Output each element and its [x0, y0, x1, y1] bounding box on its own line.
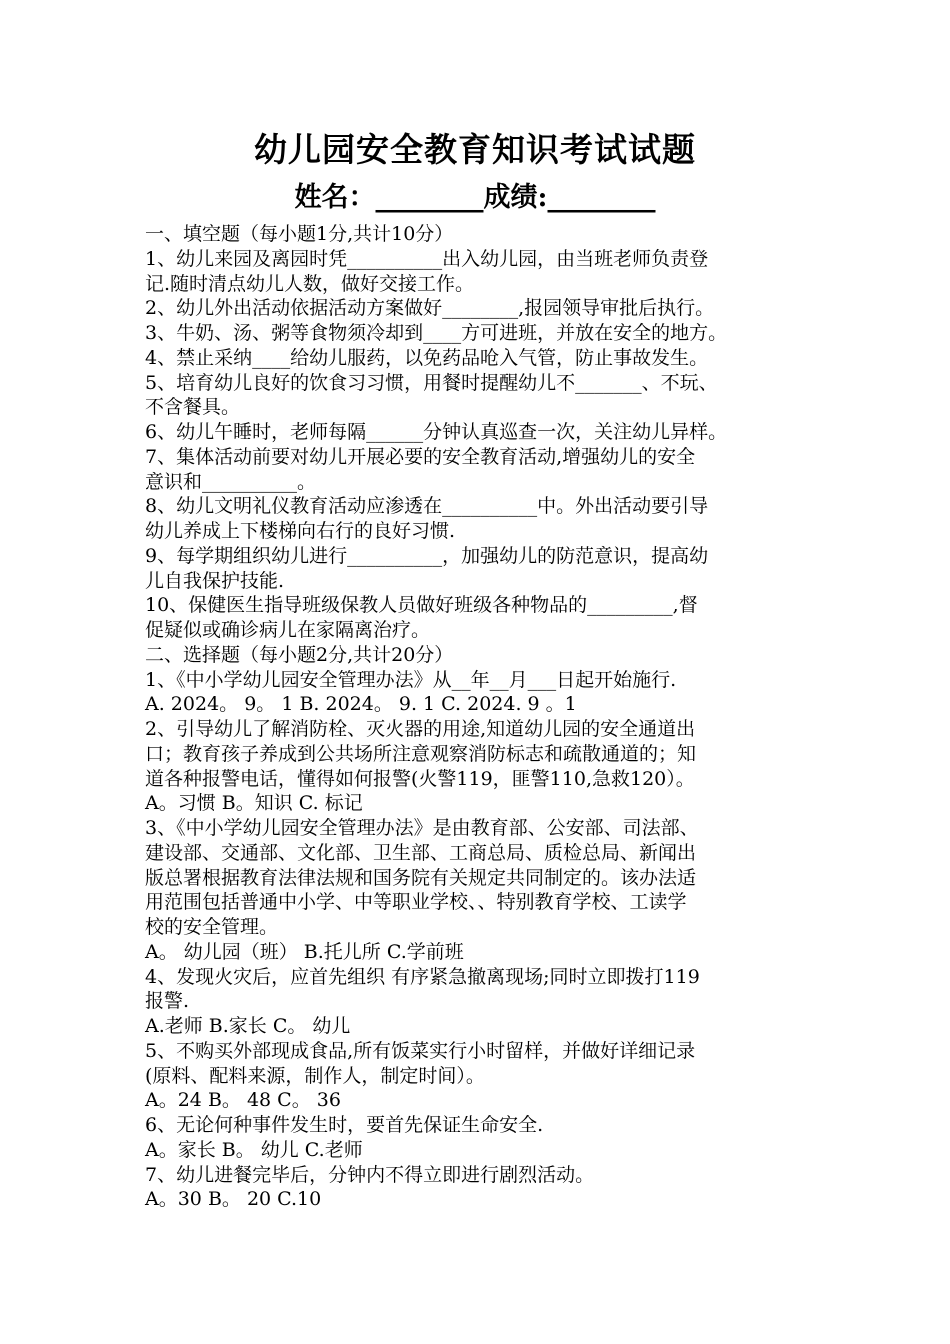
exam-body [145, 222, 835, 1212]
text-line: 3、《中小学幼儿园安全管理办法》是由教育部、公安部、司法部、 [145, 817, 699, 839]
text-line: 5、不购买外部现成食品,所有饭菜实行小时留样，并做好详细记录 [145, 1039, 696, 1062]
text-line: 建设部、交通部、文化部、卫生部、工商总局、质检总局、新闻出 [145, 841, 697, 864]
text-line: 记.随时清点幼儿人数，做好交接工作。 [145, 272, 475, 295]
text-line: 意识和__________。 [145, 470, 317, 493]
text-line: 道各种报警电话，懂得如何报警(火警119，匪警110,急救120）。 [145, 767, 695, 790]
text-line: 口；教育孩子养成到公共场所注意观察消防标志和疏散通道的；知 [145, 742, 697, 765]
text-line: 幼儿养成上下楼梯向右行的良好习惯. [145, 520, 456, 542]
exam-title: 幼儿园安全教育知识考试试题 [254, 130, 696, 169]
text-line: 版总署根据教育法律法规和国务院有关规定共同制定的。该办法适 [145, 866, 697, 889]
text-line: A。 幼儿园（班） B.托儿所 C.学前班 [145, 940, 464, 963]
text-line: 4、发现火灾后，应首先组织 有序紧急撤离现场;同时立即拨打119 [145, 965, 700, 988]
text-line: 4、禁止采纳____给幼儿服药，以免药品呛入气管，防止事故发生。 [145, 346, 709, 369]
text-line: 促疑似或确诊病儿在家隔离治疗。 [145, 619, 431, 641]
text-line: 6、幼儿午睡时，老师每隔______分钟认真巡查一次，关注幼儿异样。 [145, 421, 728, 443]
text-line: 1、《中小学幼儿园安全管理办法》从__年__月___日起开始施行. [145, 668, 677, 691]
text-line: 儿自我保护技能. [145, 569, 285, 592]
text-line: 7、幼儿进餐完毕后，分钟内不得立即进行剧烈活动。 [145, 1163, 595, 1186]
text-line: 一、填空题（每小题1分,共计10分） [145, 223, 454, 245]
text-line: 1、幼儿来园及离园时凭__________出入幼儿园，由当班老师负责登 [145, 247, 709, 270]
text-line: 二、选择题（每小题2分,共计20分） [145, 643, 454, 666]
text-line: 3、牛奶、汤、粥等食物须冷却到____方可进班，并放在安全的地方。 [145, 322, 728, 344]
name-score-line: 姓名：________成绩:________ [294, 182, 656, 213]
text-line: 9、每学期组织幼儿进行__________，加强幼儿的防范意识，提高幼 [145, 544, 709, 567]
text-line: A。30 B。 20 C.10 [145, 1188, 322, 1211]
text-line: 报警. [145, 990, 190, 1013]
text-line: 5、培育幼儿良好的饮食习习惯，用餐时提醒幼儿不_______、不玩、 [145, 371, 718, 394]
text-line: 7、集体活动前要对幼儿开展必要的安全教育活动,增强幼儿的安全 [145, 445, 696, 468]
text-line: 10、保健医生指导班级保教人员做好班级各种物品的_________,督 [145, 594, 698, 617]
text-line: 6、无论何种事件发生时，要首先保证生命安全. [145, 1114, 544, 1136]
text-line: 不含餐具。 [145, 396, 241, 419]
text-line: 8、幼儿文明礼仪教育活动应渗透在__________中。外出活动要引导 [145, 495, 709, 518]
text-line: 2、引导幼儿了解消防栓、灭火器的用途,知道幼儿园的安全通道出 [145, 718, 696, 740]
text-line: A。习惯 B。知识 C. 标记 [145, 792, 363, 815]
text-line: (原料、配料来源，制作人，制定时间）。 [145, 1064, 485, 1087]
text-line: 用范围包括普通中小学、中等职业学校、、特别教育学校、工读学 [145, 891, 687, 914]
text-line: A。24 B。 48 C。 36 [145, 1089, 341, 1112]
text-line: A。家长 B。 幼儿 C.老师 [145, 1138, 363, 1161]
text-line: 校的安全管理。 [145, 916, 279, 938]
text-line: 2、幼儿外出活动依据活动方案做好________,报园领导审批后执行。 [145, 297, 715, 320]
text-line: A.老师 B.家长 C。 幼儿 [145, 1015, 351, 1037]
text-line: A. 2024。 9。 1 B. 2024。 9. 1 C. 2024. 9 。1 [145, 693, 577, 716]
